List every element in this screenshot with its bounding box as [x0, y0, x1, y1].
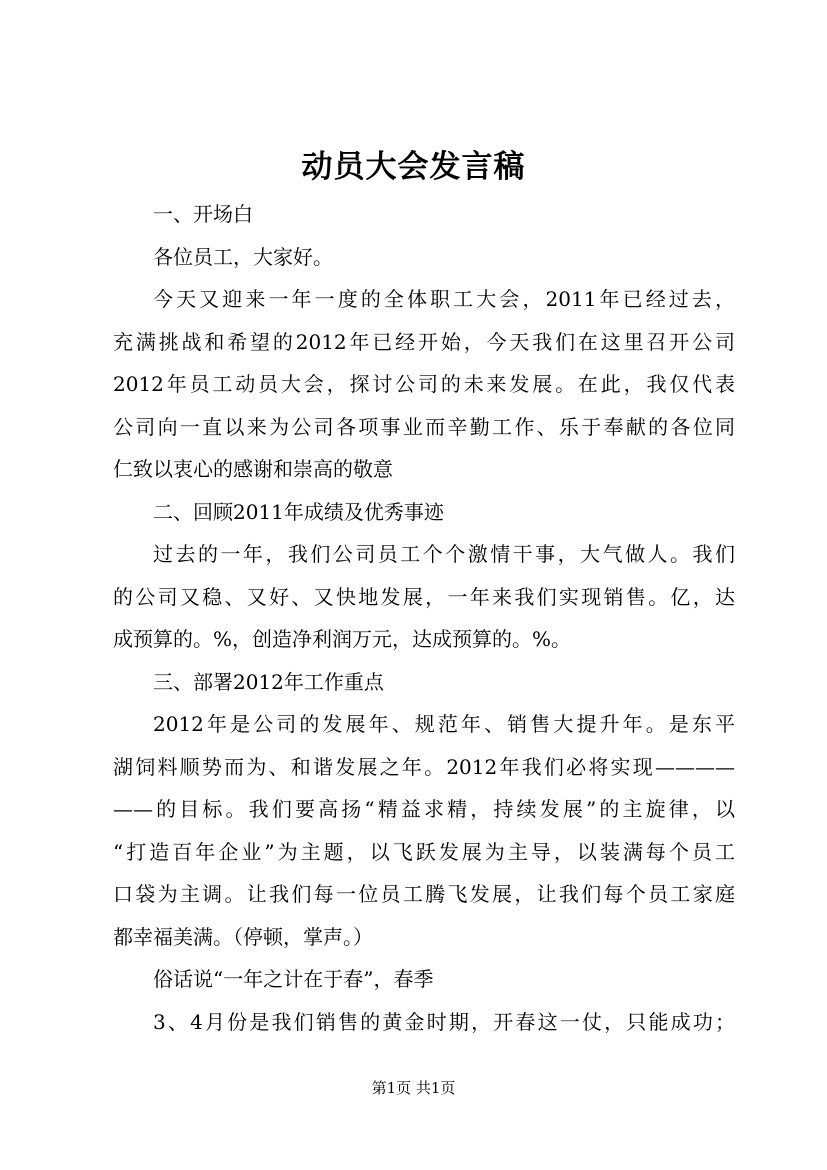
paragraph-line: 过去的一年，我们公司员工个个激情干事，大气做人。我们 — [153, 542, 735, 566]
paragraph-line: 今天又迎来一年一度的全体职工大会，2011年已经过去， — [153, 287, 735, 311]
paragraph-line: 充满挑战和希望的2012年已经开始，今天我们在这里召开公司 — [113, 329, 735, 354]
paragraph-line: “打造百年企业”为主题，以飞跃发展为主导，以装满每个员工 — [113, 839, 735, 864]
paragraph-line: 成预算的。%，创造净利润万元，达成预算的。%。 — [113, 627, 572, 651]
paragraph-line: 俗话说“一年之计在于春”，春季 — [153, 967, 434, 991]
page-footer: 第1页 共1页 — [371, 1079, 456, 1097]
paragraph-line: 的公司又稳、又好、又快地发展，一年来我们实现销售。亿，达 — [113, 584, 735, 609]
paragraph-line: 仁致以衷心的感谢和崇高的敬意 — [113, 457, 393, 481]
paragraph-line: 口袋为主调。让我们每一位员工腾飞发展，让我们每个员工家庭 — [113, 882, 735, 906]
paragraph-line: 2012年员工动员大会，探讨公司的未来发展。在此，我仅代表 — [113, 372, 735, 396]
paragraph-line: 2012年是公司的发展年、规范年、销售大提升年。是东平 — [153, 712, 735, 736]
section-heading: 三、部署2012年工作重点 — [153, 669, 384, 694]
section-heading: 一、开场白 — [153, 202, 253, 226]
paragraph-line: 湖饲料顺势而为、和谐发展之年。2012年我们必将实现———— — [113, 754, 735, 779]
paragraph-line: 公司向一直以来为公司各项事业而辛勤工作、乐于奉献的各位同 — [113, 414, 735, 439]
section-heading: 二、回顾2011年成绩及优秀事迹 — [153, 499, 444, 524]
paragraph-line: 各位员工，大家好。 — [153, 244, 333, 269]
document-title: 动员大会发言稿 — [301, 149, 526, 185]
paragraph-line: 都幸福美满。（停顿，掌声。） — [113, 924, 373, 949]
paragraph-line: ——的目标。我们要高扬“精益求精，持续发展”的主旋律，以 — [113, 797, 735, 821]
paragraph-line: 3、4月份是我们销售的黄金时期，开春这一仗，只能成功； — [153, 1009, 735, 1034]
document-body — [113, 193, 735, 1043]
